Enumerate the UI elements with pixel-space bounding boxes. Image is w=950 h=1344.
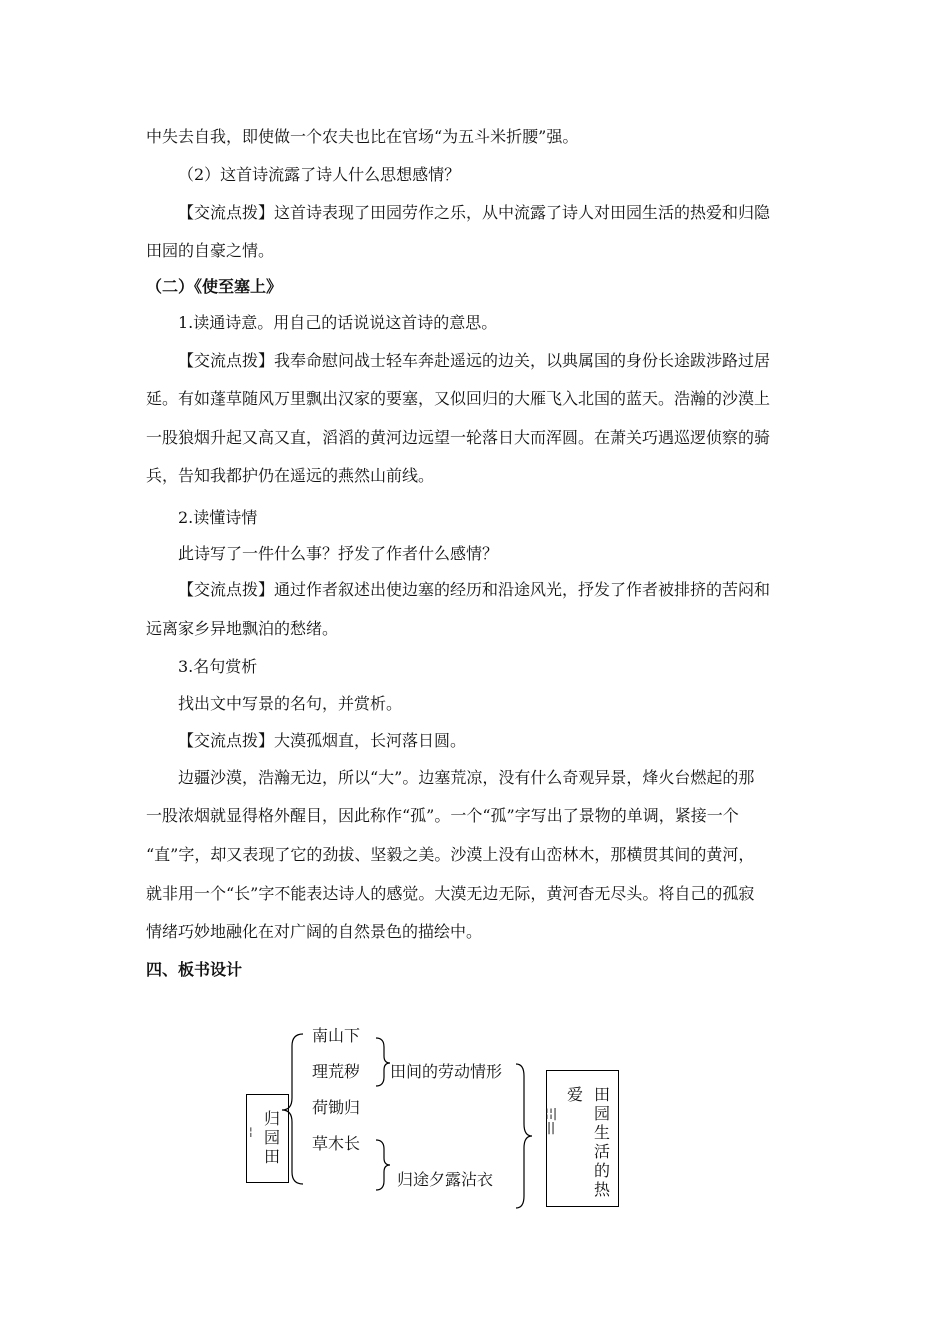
board-title-mark: ¦ bbox=[249, 1125, 253, 1138]
board-item: 草木长 bbox=[312, 1134, 361, 1153]
board-item: 荷锄归 bbox=[312, 1098, 361, 1117]
paragraph-line: 兵，告知我都护仍在遥远的燕然山前线。 bbox=[146, 466, 435, 485]
section-heading: （二）《使至塞上》 bbox=[146, 277, 283, 296]
board-group-1: 田间的劳动情形 bbox=[390, 1062, 503, 1081]
paragraph-line: 情绪巧妙地融化在对广阔的自然景色的描绘中。 bbox=[146, 922, 483, 941]
paragraph-line: 1.读通诗意。用自己的话说说这首诗的意思。 bbox=[178, 313, 498, 332]
paragraph-line: 远离家乡异地飘泊的愁绪。 bbox=[146, 619, 339, 638]
upper-brace bbox=[376, 1038, 390, 1086]
paragraph-line: 3.名句赏析 bbox=[178, 657, 258, 676]
paragraph-line: 边疆沙漠，浩瀚无边，所以“大”。边塞荒凉，没有什么奇观异景，烽火台燃起的那 bbox=[178, 768, 755, 787]
paragraph-line: 2.读懂诗情 bbox=[178, 508, 258, 527]
paragraph-line: 【交流点拨】我奉命慰问战士轻车奔赴遥远的边关，以典属国的身份长途跋涉路过居 bbox=[178, 351, 771, 370]
conclusion-col-2: 爱 bbox=[566, 1085, 583, 1104]
lower-brace bbox=[376, 1140, 390, 1190]
paragraph-line: 一股浓烟就显得格外醒目，因此称作“孤”。一个“孤”字写出了景物的单调，紧接一个 bbox=[146, 806, 739, 825]
paragraph-line: “直”字，却又表现了它的劲拔、坚毅之美。沙漠上没有山峦林木，那横贯其间的黄河， bbox=[146, 845, 755, 864]
paragraph-line: 田园的自豪之情。 bbox=[146, 241, 275, 260]
paragraph-line: 【交流点拨】通过作者叙述出使边塞的经历和沿途风光，抒发了作者被排挤的苦闷和 bbox=[178, 580, 771, 599]
board-title: 归园田 bbox=[263, 1109, 280, 1166]
board-group-2: 归途夕露沾衣 bbox=[397, 1170, 494, 1189]
paragraph-line: 【交流点拨】大漠孤烟直，长河落日圆。 bbox=[178, 731, 467, 750]
paragraph-line: 就非用一个“长”字不能表达诗人的感觉。大漠无边无际，黄河杳无尽头。将自己的孤寂 bbox=[146, 884, 755, 903]
paragraph-line: 【交流点拨】这首诗表现了田园劳作之乐，从中流露了诗人对田园生活的热爱和归隐 bbox=[178, 203, 771, 222]
board-item: 理荒秽 bbox=[312, 1062, 361, 1081]
section-heading: 四、板书设计 bbox=[146, 960, 243, 979]
paragraph-line: 此诗写了一件什么事？抒发了作者什么感情？ bbox=[178, 544, 499, 563]
paragraph-line: 一股狼烟升起又高又直，滔滔的黄河边远望一轮落日大而浑圆。在萧关巧遇巡逻侦察的骑 bbox=[146, 428, 771, 447]
paragraph-line: 延。有如蓬草随风万里飘出汉家的要塞，又似回归的大雁飞入北国的蓝天。浩瀚的沙漠上 bbox=[146, 389, 771, 408]
conclusion-brace bbox=[516, 1064, 532, 1208]
conclusion-col-1: 田园生活的热 bbox=[593, 1085, 610, 1199]
paragraph-line: 找出文中写景的名句，并赏析。 bbox=[178, 694, 403, 713]
left-brace bbox=[282, 1034, 303, 1184]
paragraph-line: 中失去自我，即使做一个农夫也比在官场“为五斗米折腰”强。 bbox=[146, 127, 579, 146]
conclusion-col-3: ¦¦||| bbox=[544, 1106, 558, 1134]
board-item: 南山下 bbox=[312, 1026, 361, 1045]
paragraph-line: （2）这首诗流露了诗人什么思想感情？ bbox=[178, 165, 461, 184]
